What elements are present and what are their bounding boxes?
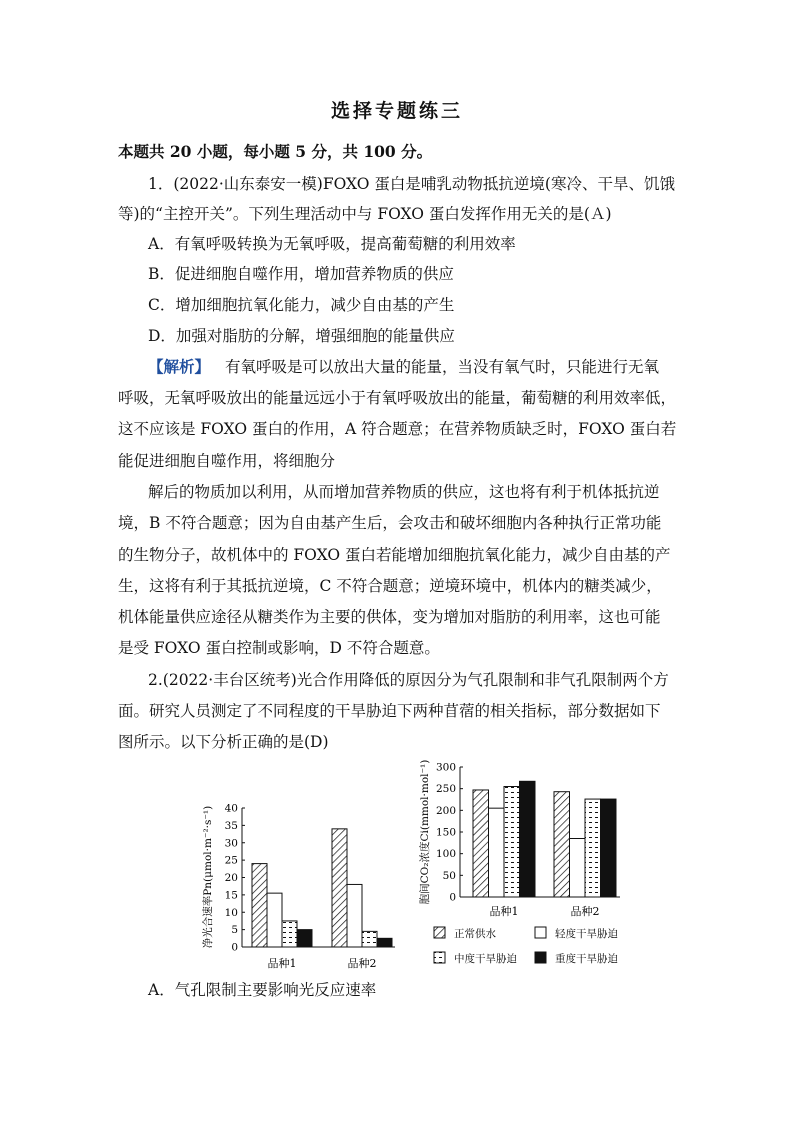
analysis-line: 的生物分子，故机体中的 FOXO 蛋白若能增加细胞抗氧化能力，减少自由基的产 [118,546,671,564]
category-label: 品种2 [347,957,377,970]
y-tick-label: 200 [435,804,456,817]
y-tick-label: 30 [224,837,238,850]
bar-severe-2 [601,799,617,897]
q1-stem-line1: 1．(2022·山东泰安一模)FOXO 蛋白是哺乳动物抵抗逆境(寒冷、干旱、饥饿 [148,175,675,193]
bar-normal-1 [473,790,489,897]
bar-mild-2 [570,839,586,898]
analysis-line: 解后的物质加以利用，从而增加营养物质的供应，这也将有利于机体抵抗逆 [148,483,660,501]
q2-option-a: A．气孔限制主要影响光反应速率 [148,981,377,999]
analysis-line: 呼吸，无氧呼吸放出的能量远远小于有氧呼吸放出的能量，葡萄糖的利用效率低， [118,389,677,407]
ci-chart [418,760,620,918]
q1-option-a: A．有氧呼吸转换为无氧呼吸，提高葡萄糖的利用效率 [148,235,516,253]
y-tick-label: 5 [231,924,238,937]
y-tick-label: 250 [435,783,456,796]
bar-normal-2 [554,792,570,897]
bar-severe-2 [377,938,392,947]
y-tick-label: 0 [231,941,238,954]
q1-option-b: B．促进细胞自噬作用，增加营养物质的供应 [148,265,454,283]
category-label: 品种2 [570,905,600,918]
y-axis-label: 胞间CO₂浓度Ci(mmol·mol⁻¹) [419,759,431,905]
analysis-line: 机体能量供应途径从糖类作为主要的供体，变为增加对脂肪的利用率，这也可能 [118,608,661,626]
chart-legend [434,927,618,965]
y-tick-label: 0 [449,891,456,904]
y-tick-label: 300 [435,761,456,774]
legend-label-normal: 正常供水 [454,928,496,940]
legend-label-severe: 重度干旱胁迫 [555,953,618,965]
analysis-tag: 【解析】 [148,357,211,376]
analysis-line: 这不应该是 FOXO 蛋白的作用，A 符合题意；在营养物质缺乏时，FOXO 蛋白若 [118,420,677,438]
legend-label-mild: 轻度干旱胁迫 [555,928,618,940]
q2-stem-line3: 图所示。以下分析正确的是(D) [118,733,329,751]
y-tick-label: 15 [224,889,238,902]
y-tick-label: 25 [224,854,238,867]
y-tick-label: 20 [224,872,238,884]
q1-option-d: D．加强对脂肪的分解，增强细胞的能量供应 [148,327,455,345]
category-label: 品种1 [489,905,519,918]
bar-mild-1 [489,808,505,897]
legend-swatch-normal [434,927,445,938]
bar-moderate-1 [504,787,520,898]
intro-text: 本题共 20 小题，每小题 5 分，共 100 分。 [118,142,433,161]
y-tick-label: 150 [435,826,456,839]
q1-stem-line2: 等)的“主控开关”。下列生理活动中与 FOXO 蛋白发挥作用无关的是(Ａ) [118,205,612,223]
q2-stem-line1: 2.(2022·丰台区统考)光合作用降低的原因分为气孔限制和非气孔限制两个方 [148,671,669,689]
bar-severe-1 [520,781,536,897]
analysis-line: 有氧呼吸是可以放出大量的能量，当没有氧气时，只能进行无氧 [224,358,659,376]
y-tick-label: 40 [224,802,238,815]
analysis-line: 生，这将有利于其抵抗逆境，C 不符合题意；逆境环境中，机体内的糖类减少， [118,577,662,595]
y-tick-label: 50 [442,869,456,882]
category-label: 品种1 [267,957,297,970]
analysis-line: 是受 FOXO 蛋白控制或影响，D 不符合题意。 [118,639,440,657]
analysis-line: 能促进细胞自噬作用，将细胞分 [118,452,336,470]
legend-swatch-mild [535,927,546,938]
page-title: 选择专题练三 [330,100,463,122]
legend-label-moderate: 中度干旱胁迫 [454,953,517,965]
bar-moderate-2 [585,799,601,897]
pn-chart [201,803,395,971]
bar-mild-2 [347,884,362,947]
legend-swatch-severe [535,952,546,963]
legend-swatch-moderate [434,952,445,963]
analysis-line: 境，B 不符合题意；因为自由基产生后，会攻击和破坏细胞内各种执行正常功能 [118,514,662,532]
q1-option-c: C．增加细胞抗氧化能力，减少自由基的产生 [148,296,455,314]
bar-severe-1 [297,930,312,947]
y-tick-label: 100 [435,848,456,861]
y-tick-label: 35 [224,819,238,832]
bar-moderate-1 [282,921,297,947]
q2-stem-line2: 面。研究人员测定了不同程度的干旱胁迫下两种苜蓿的相关指标，部分数据如下 [118,702,661,720]
bar-normal-2 [332,829,347,947]
bar-moderate-2 [362,931,377,947]
bar-normal-1 [252,864,267,947]
bar-mild-1 [267,893,282,947]
y-tick-label: 10 [224,906,238,919]
y-axis-label: 净光合速率Pn(μmol·m⁻²·s⁻¹) [202,805,214,949]
